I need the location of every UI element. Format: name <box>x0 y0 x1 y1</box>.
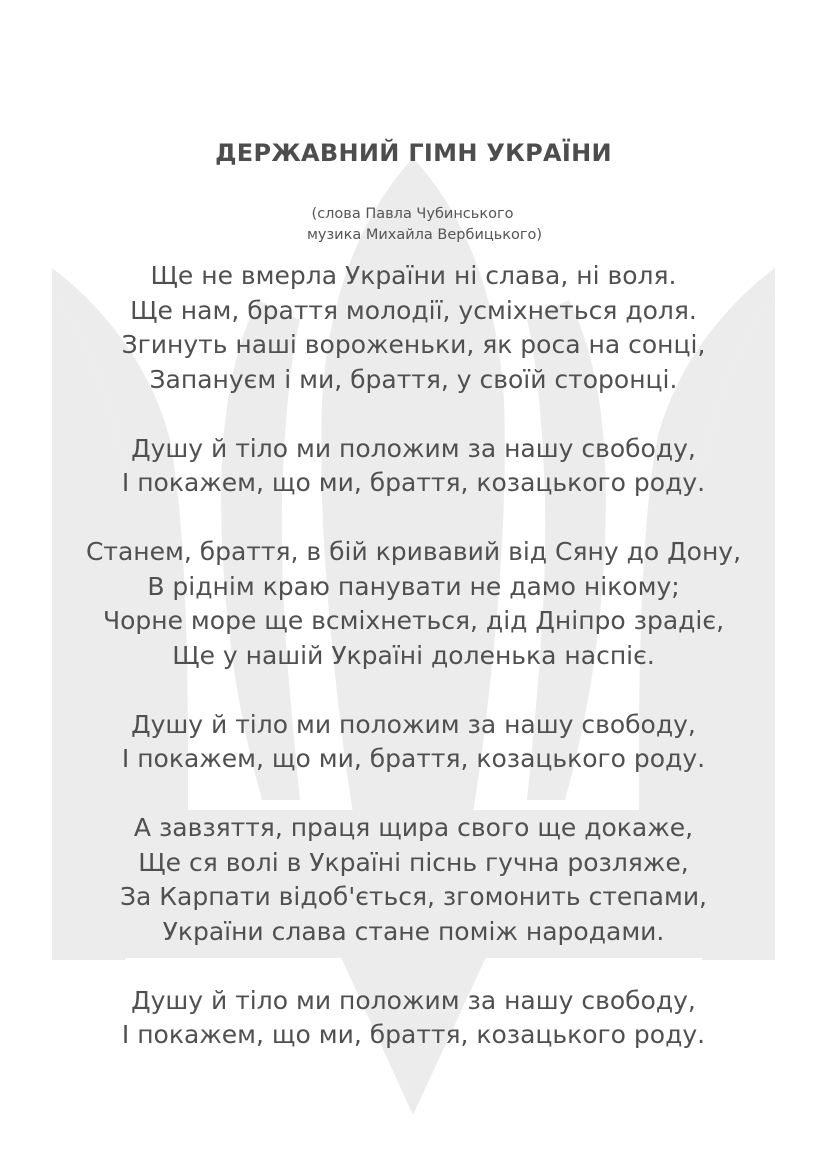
lyric-line: України слава стане поміж народами. <box>162 916 665 946</box>
lyric-line: Душу й тіло ми положим за нашу свободу, <box>131 709 696 739</box>
lyric-line: Ще у нашій Україні доленька наспіє. <box>172 640 655 670</box>
lyric-line: Душу й тіло ми положим за нашу свободу, <box>131 985 696 1015</box>
lyric-line: Ще нам, браття молодії, усміхнеться доля. <box>130 295 697 325</box>
stanza <box>0 535 827 673</box>
lyric-line: І покажем, що ми, браття, козацького роду. <box>121 1020 706 1049</box>
lyric-line: За Карпати відоб'ється, згомонить степами, <box>119 882 708 911</box>
lyric-line: І покажем, що ми, браття, козацького роду. <box>121 744 706 773</box>
lyric-line: Запануєм і ми, браття, у своїй сторонці. <box>149 364 678 394</box>
chorus-stanza <box>0 432 827 501</box>
lyric-line: І покажем, що ми, браття, козацького роду. <box>121 468 706 497</box>
lyrics-author-credit: (слова Павла Чубинського <box>311 206 514 222</box>
lyric-line: В рiднім краю панувати не дамо нікому; <box>147 571 680 601</box>
chorus-stanza <box>0 708 827 777</box>
lyric-line: Душу й тіло ми положим за нашу свободу, <box>131 433 696 463</box>
lyric-line: Чорне море ще всміхнеться, дід Дніпро зрадіє, <box>102 606 725 635</box>
lyric-line: Ще не вмерла України ні слава, ні воля. <box>150 261 677 290</box>
anthem-lyrics <box>0 259 827 1087</box>
lyric-line: А завзяття, праця щира свого ще докаже, <box>133 813 694 842</box>
document-title: ДЕРЖАВНИЙ ГІМН УКРАЇНИ <box>215 139 612 167</box>
stanza <box>0 811 827 949</box>
lyric-line: Згинуть наші вороженьки, як роса на сонці, <box>121 330 706 359</box>
lyric-line: Станем, браття, в бій кривавий від Сяну до Дону, <box>85 537 742 566</box>
lyric-line: Ще ся волі в Україні піснь гучна розляже, <box>138 847 689 877</box>
chorus-stanza <box>0 984 827 1053</box>
music-author-credit: музика Михайла Вербицького) <box>306 227 543 243</box>
authors-credits <box>0 204 827 246</box>
stanza <box>0 259 827 397</box>
